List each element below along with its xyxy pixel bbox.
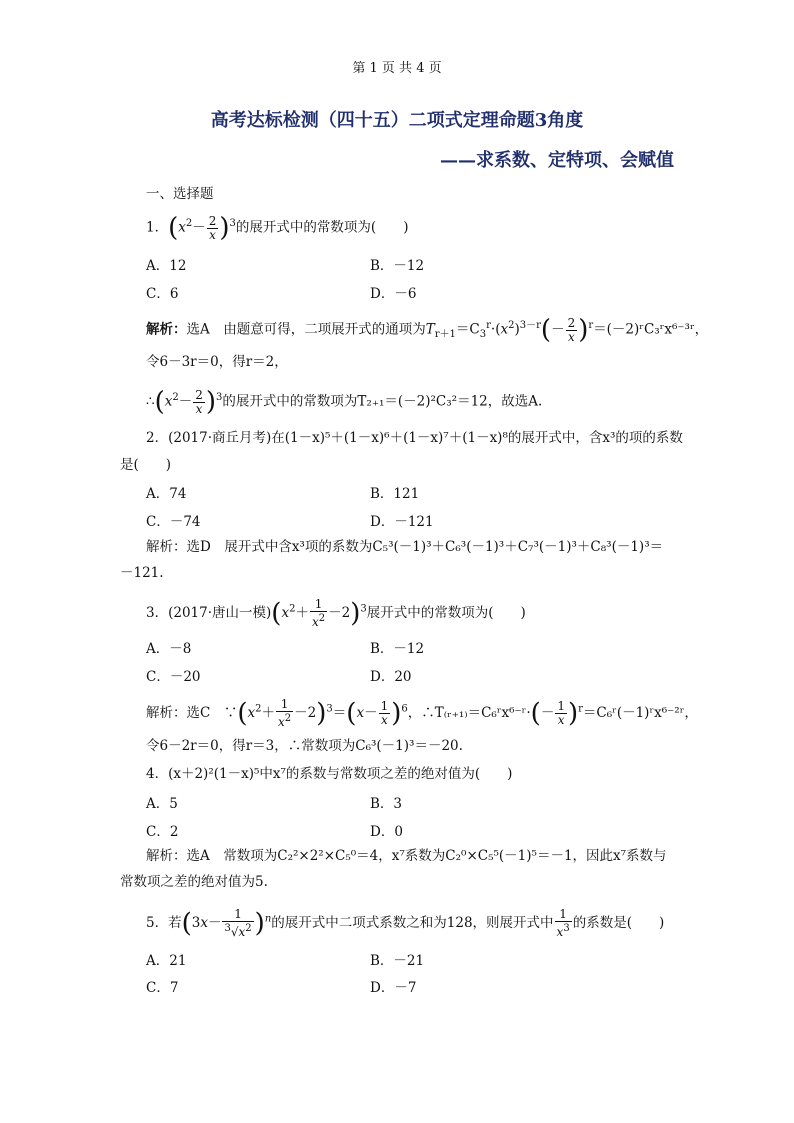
q1-solution-line-2: 令6－3r＝0，得r＝2， bbox=[146, 354, 288, 370]
q3-option-c: C．－20 bbox=[146, 669, 201, 685]
question-2-line-1: 2．(2017·商丘月考)在(1－x)⁵＋(1－x)⁶＋(1－x)⁷＋(1－x)⁸的展开式中，含x³的项的系数 bbox=[146, 430, 683, 446]
question-1: 1．($x^2-$ $\frac{2}{x}$ )$^3$的展开式中的常数项为( ) bbox=[146, 213, 409, 243]
q2-solution-line-2: －121. bbox=[120, 565, 164, 581]
q4-option-b: B．3 bbox=[370, 796, 403, 812]
question-4: 4．(x＋2)²(1－x)⁵中x⁷的系数与常数项之差的绝对值为( ) bbox=[146, 766, 513, 782]
question-3: 3．(2017·唐山一模)($x^2+$ $\frac{1}{x^2}$ －2)$^3$展开式中的常数项为( ) bbox=[146, 597, 526, 629]
q2-solution-line-1: 解析：选D 展开式中含x³项的系数为C₅³(－1)³＋C₆³(－1)³＋C₇³(－1)³＋C₈³(－1)³＝ bbox=[146, 539, 664, 555]
q1-option-c: C．6 bbox=[146, 286, 179, 302]
q3-option-b: B．－12 bbox=[370, 641, 425, 657]
q1-solution-line-1: 解析：选A 由题意可得，二项展开式的通项为$T_{r+1}=C_3^r\cdot(x^2)^{3-r}(-$ $\frac{2}{x}$ )$^r$＝(－2)ʳC₃ʳx⁶⁻³ʳ， bbox=[146, 315, 709, 345]
q4-option-c: C．2 bbox=[146, 824, 179, 840]
page-number: 第 1 页 共 4 页 bbox=[352, 61, 442, 76]
q3-solution-line-1: 解析：选C $\because(x^2+$ $\frac{1}{x^2}$ －2)$^3$＝(x－ $\frac{1}{x}$ )$^6$，∴T₍ᵣ₊₁₎＝C₆ʳx⁶⁻ʳ·(－ $\frac{1}{x}$ )$^r$＝C₆ʳ(－1)ʳx⁶⁻²ʳ， bbox=[146, 697, 698, 729]
q5-option-d: D．－7 bbox=[370, 980, 417, 996]
q1-option-b: B．－12 bbox=[370, 258, 425, 274]
q1-option-a: A．12 bbox=[146, 258, 187, 274]
question-5: 5．若(3x－ $\frac{1}{^3√x^2}$ )$^n$的展开式中二项式系数之和为128，则展开式中 $\frac{1}{x^3}$ 的系数是( ) bbox=[146, 907, 665, 939]
q2-option-d: D．－121 bbox=[370, 514, 434, 530]
q4-option-d: D．0 bbox=[370, 824, 403, 840]
q3-option-a: A．－8 bbox=[146, 641, 192, 657]
page-subtitle: ——求系数、定特项、会赋值 bbox=[440, 150, 674, 171]
q3-solution-line-2: 令6－2r＝0，得r＝3，∴常数项为C₆³(－1)³＝－20. bbox=[146, 738, 463, 754]
q4-option-a: A．5 bbox=[146, 796, 178, 812]
q1-option-d: D．－6 bbox=[370, 286, 417, 302]
q4-solution-line-1: 解析：选A 常数项为C₂²×2²×C₅⁰＝4，x⁷系数为C₂⁰×C₅⁵(－1)⁵＝－1，因此x⁷系数与 bbox=[146, 848, 667, 864]
q2-option-b: B．121 bbox=[370, 486, 420, 502]
q4-solution-line-2: 常数项之差的绝对值为5. bbox=[120, 874, 268, 890]
q5-option-a: A．21 bbox=[146, 953, 187, 969]
section-heading: 一、选择题 bbox=[146, 186, 214, 202]
question-2-line-2: 是( ) bbox=[120, 457, 172, 473]
q5-option-c: C．7 bbox=[146, 980, 179, 996]
q2-option-a: A．74 bbox=[146, 486, 187, 502]
q2-option-c: C．－74 bbox=[146, 514, 201, 530]
q3-option-d: D．20 bbox=[370, 669, 412, 685]
page-title: 高考达标检测（四十五）二项式定理命题3角度 bbox=[210, 110, 584, 131]
q5-option-b: B．－21 bbox=[370, 953, 425, 969]
q1-solution-line-3: $\therefore(x^2-$ $\frac{2}{x}$ )$^3$的展开式中的常数项为T₂₊₁＝(－2)²C₃²＝12，故选A. bbox=[146, 387, 543, 417]
